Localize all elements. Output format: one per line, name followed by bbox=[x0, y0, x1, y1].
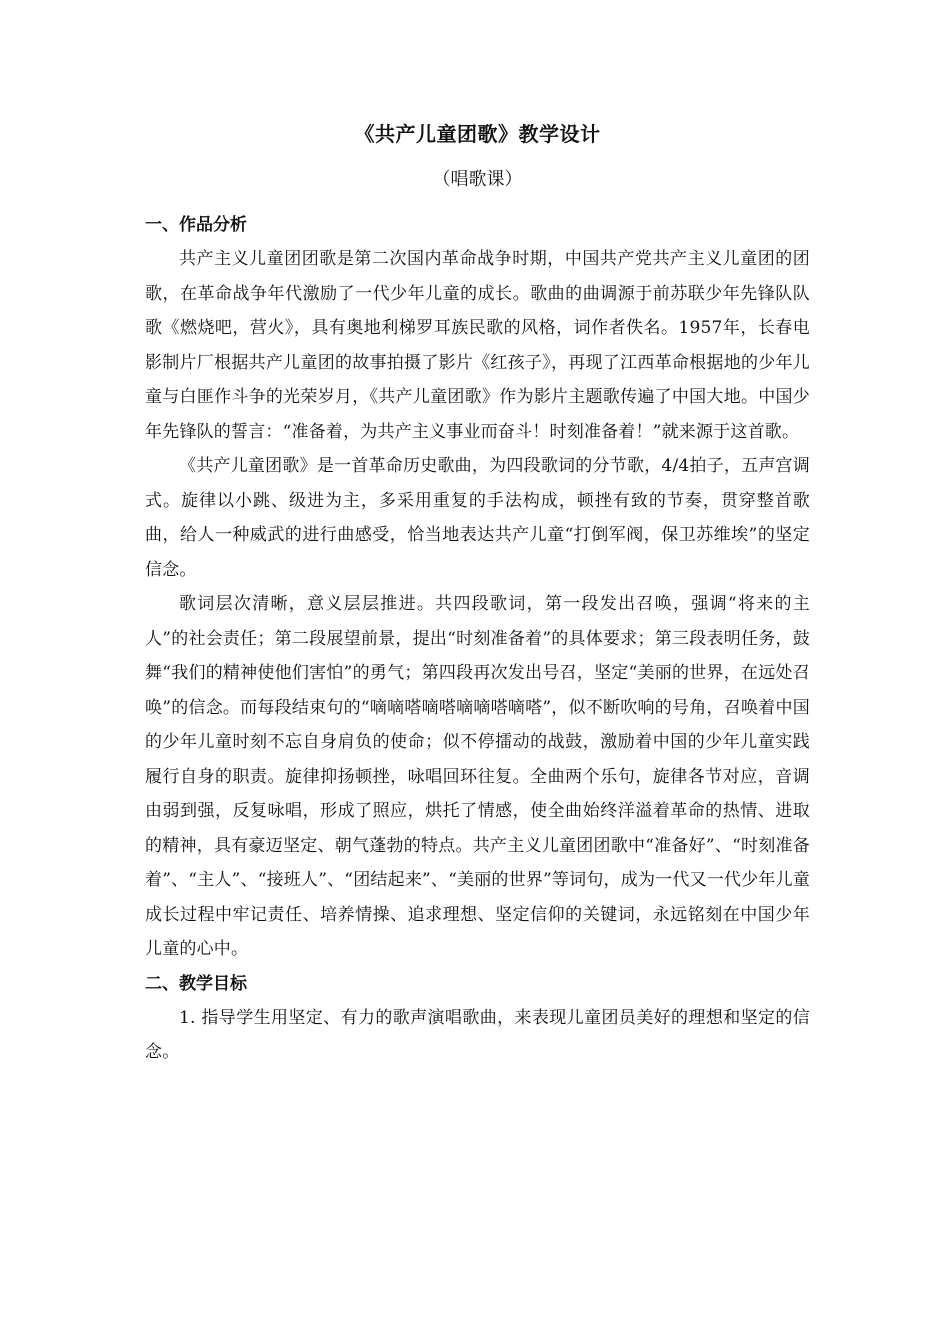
paragraph: 《共产儿童团歌》是一首革命历史歌曲，为四段歌词的分节歌，4/4拍子，五声宫调式。旋律以小跳、级进为主，多采用重复的手法构成，顿挫有致的节奏，贯穿整首歌曲，给人一种威武的进行曲感受，恰当地表达共产儿童“打倒军阀，保卫苏维埃”的坚定信念。 bbox=[145, 456, 810, 580]
paragraph: 共产主义儿童团团歌是第二次国内革命战争时期，中国共产党共产主义儿童团的团歌，在革命战争年代激励了一代少年儿童的成长。歌曲的曲调源于前苏联少年先锋队队歌《燃烧吧，营火》，具有奥地利梯罗耳族民歌的风格，词作者佚名。1957年，长春电影制片厂根据共产儿童团的故事拍摄了影片《红孩子》，再现了江西革命根据地的少年儿童与白匪作斗争的光荣岁月，《共产儿童团歌》作为影片主题歌传遍了中国大地。中国少年先锋队的誓言：“准备着，为共产主义事业而奋斗！时刻准备着！”就来源于这首歌。 bbox=[145, 249, 810, 442]
paragraph: 歌词层次清晰，意义层层推进。共四段歌词，第一段发出召唤，强调“将来的主人”的社会责任；第二段展望前景，提出“时刻准备着”的具体要求；第三段表明任务，鼓舞“我们的精神使他们害怕”的勇气；第四段再次发出号召，坚定“美丽的世界，在远处召唤”的信念。而每段结束句的“嘀嘀嗒嘀嗒嘀嘀嗒嘀嗒”，似不断吹响的号角，召唤着中国的少年儿童时刻不忘自身肩负的使命；似不停擂动的战鼓，激励着中国的少年儿童实践履行自身的职责。旋律抑扬顿挫，咏唱回环往复。全曲两个乐句，旋律各节对应，音调由弱到强，反复咏唱，形成了照应，烘托了情感，使全曲始终洋溢着革命的热情、进取的精神，具有豪迈坚定、朝气蓬勃的特点。共产主义儿童团团歌中“准备好”、“时刻准备着”、“主人”、“接班人”、“团结起来”、“美丽的世界”等词句，成为一代又一代少年儿童成长过程中牢记责任、培养情操、追求理想、坚定信仰的关键词，永远铭刻在中国少年儿童的心中。 bbox=[145, 594, 810, 959]
section-heading: 一、作品分析 bbox=[145, 215, 247, 235]
section-teaching-goals bbox=[145, 967, 810, 1070]
document-body bbox=[145, 118, 810, 1070]
document-subtitle: （唱歌课） bbox=[432, 169, 523, 190]
section-heading: 二、教学目标 bbox=[145, 973, 247, 994]
document-title: 《共产儿童团歌》教学设计 bbox=[354, 122, 601, 146]
section-work-analysis bbox=[145, 208, 810, 967]
paragraph: 1. 指导学生用坚定、有力的歌声演唱歌曲，来表现儿童团员美好的理想和坚定的信念。 bbox=[145, 1007, 810, 1062]
